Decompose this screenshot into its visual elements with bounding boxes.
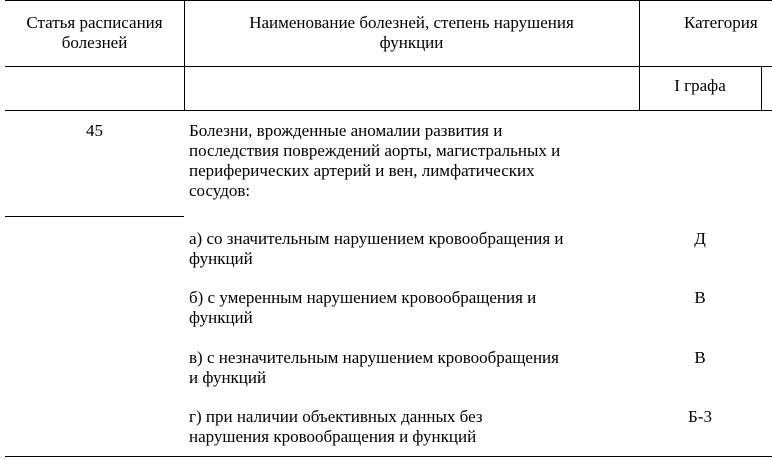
row-category-d: Б-3 xyxy=(688,407,712,426)
header-bottom-border xyxy=(5,110,772,111)
table-bottom-border xyxy=(5,456,772,457)
header-category-column: Категория xyxy=(684,13,758,32)
row-text-a: а) со значительным нарушением кровообращения и функций xyxy=(189,229,564,268)
article-number-separator xyxy=(5,216,184,217)
header-article-column: Статья расписания болезней xyxy=(26,13,163,52)
row-text-d: г) при наличии объективных данных без нарушения кровообращения и функций xyxy=(189,407,483,446)
graph-right-border xyxy=(761,66,762,110)
header-graph-1: I графа xyxy=(674,76,726,95)
row-category-a: Д xyxy=(694,229,706,248)
article-number: 45 xyxy=(86,121,103,140)
header-disease-column: Наименование болезней, степень нарушения функции xyxy=(249,13,574,52)
row-text-b: б) с умеренным нарушением кровообращения и функций xyxy=(189,288,537,327)
article-title: Болезни, врожденные аномалии развития и последствия повреждений аорты, магистральных и периферических артерий и вен, лимфатических сосудов: xyxy=(189,121,561,200)
header-separator xyxy=(5,66,772,67)
row-category-c: В xyxy=(694,348,706,367)
table-top-border xyxy=(5,0,772,1)
row-category-b: В xyxy=(694,288,706,307)
row-text-c: в) с незначительным нарушением кровообращения и функций xyxy=(189,348,559,387)
